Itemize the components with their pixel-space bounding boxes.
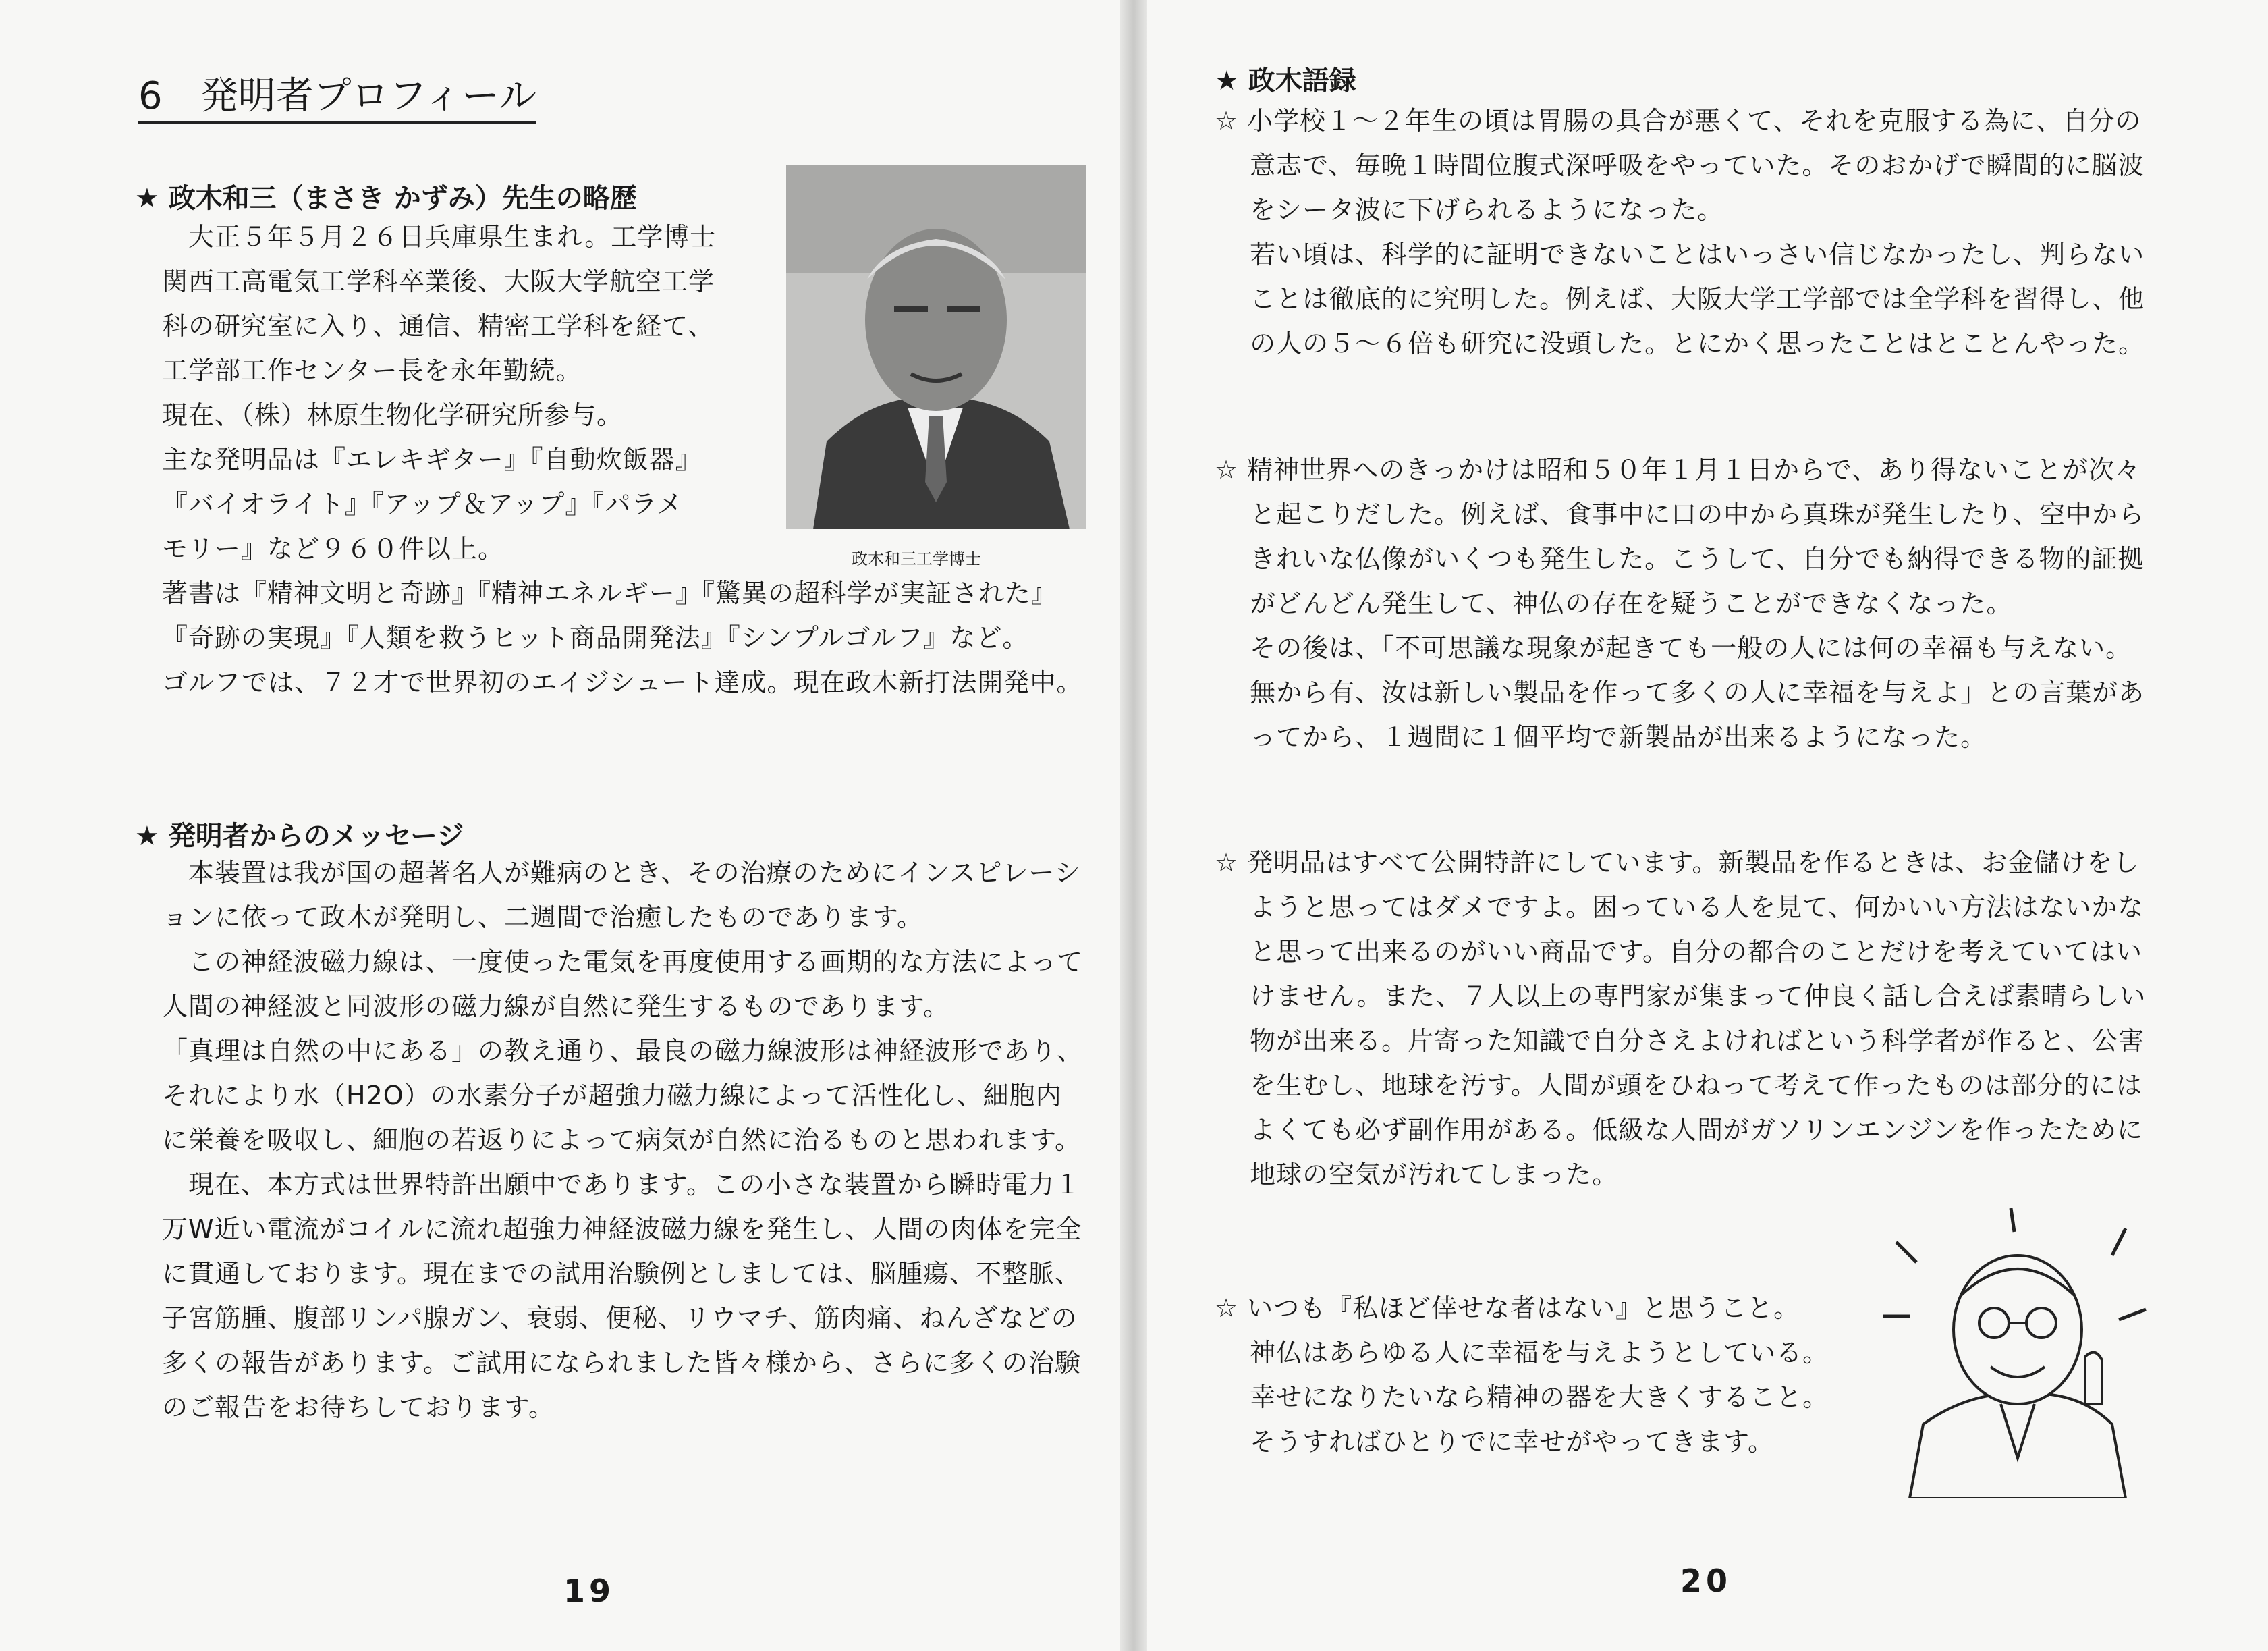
quote-line: ☆ 発明品はすべて公開特許にしています。新製品を作るときは、お金儲けをし — [1215, 848, 2140, 877]
message-line: 万W近い電流がコイルに流れ超強力神経波磁力線を発生し、人間の肉体を完全 — [162, 1214, 1082, 1244]
quote-line: その後は、「不可思議な現象が起きても一般の人には何の幸福も与えない。 — [1215, 633, 2132, 663]
message-line: に栄養を吸収し、細胞の若返りによって病気が自然に治るものと思われます。 — [162, 1125, 1081, 1155]
portrait-photo — [786, 165, 1086, 529]
message-line: 多くの報告があります。ご試用になられました皆々様から、さらに多くの治験 — [162, 1348, 1081, 1378]
section-title: 6 発明者プロフィール — [138, 66, 536, 124]
message-line: 現在、本方式は世界特許出願中であります。この小さな装置から瞬時電力１ — [162, 1170, 1081, 1199]
quote-line: ことは徹底的に究明した。例えば、大阪大学工学部では全学科を習得し、他 — [1215, 284, 2145, 314]
message-line: のご報告をお待ちしております。 — [162, 1392, 555, 1422]
quote-line: ってから、１週間に１個平均で新製品が出来るようになった。 — [1215, 722, 1987, 752]
quote-line: けません。また、７人以上の専門家が集まって仲良く話し合えば素晴らしい — [1215, 981, 2147, 1011]
message-line: この神経波磁力線は、一度使った電気を再度使用する画期的な方法によって — [162, 947, 1084, 977]
cartoon-thumbs-up-icon — [1869, 1201, 2166, 1498]
bio-line: ゴルフでは、７２才で世界初のエイジシュート達成。現在政木新打法開発中。 — [162, 668, 1083, 697]
quote-line: 無から有、汝は新しい製品を作って多くの人に幸福を与えよ」との言葉があ — [1215, 678, 2145, 707]
quote-line: ☆ 小学校１～２年生の頃は胃腸の具合が悪くて、それを克服する為に、自分の — [1215, 106, 2142, 136]
message-line: に貫通しております。現在までの試用治験例としましては、脳腫瘍、不整脈、 — [162, 1259, 1081, 1289]
quote-line: がどんどん発生して、神仏の存在を疑うことができなくなった。 — [1215, 589, 2013, 618]
bio-line: 『奇跡の実現』『人類を救うヒット商品開発法』『シンプルゴルフ』など。 — [162, 623, 1029, 653]
quote-line: そうすればひとりでに幸せがやってきます。 — [1215, 1427, 1775, 1457]
left-page — [0, 0, 1120, 1651]
bio-line: 科の研究室に入り、通信、精密工学科を経て、 — [162, 311, 715, 341]
bio-line: 工学部工作センター長を永年勤続。 — [162, 356, 582, 385]
right-page — [1147, 0, 2268, 1651]
quote-line: ☆ いつも『私ほど倖せな者はない』と思うこと。 — [1215, 1293, 1800, 1323]
message-line: 「真理は自然の中にある」の教え通り、最良の磁力線波形は神経波形であり、 — [162, 1036, 1084, 1066]
bio-line: 大正５年５月２６日兵庫県生まれ。工学博士 — [162, 222, 717, 252]
message-text — [162, 850, 1083, 1430]
message-line: それにより水（H2O）の水素分子が超強力磁力線によって活性化し、細胞内 — [162, 1081, 1062, 1110]
quote-line: をシータ波に下げられるようになった。 — [1215, 195, 1724, 225]
quote-line: の人の５～６倍も研究に没頭した。とにかく思ったことはとことんやった。 — [1215, 329, 2145, 358]
bio-heading: ★ 政木和三（まさき かずみ）先生の略歴 — [135, 183, 637, 214]
quote-line: 神仏はあらゆる人に幸福を与えようとしている。 — [1215, 1338, 1829, 1368]
quote-line: ようと思ってはダメですよ。困っている人を見て、何かいい方法はないかな — [1215, 892, 2145, 922]
quote-2 — [1215, 448, 2145, 759]
bio-line: 著書は『精神文明と奇跡』『精神エネルギー』『驚異の超科学が実証された』 — [162, 578, 1058, 608]
book-gutter — [1120, 0, 1147, 1651]
bio-line: 関西工高電気工学科卒業後、大阪大学航空工学 — [162, 267, 715, 296]
quote-line: よくても必ず副作用がある。低級な人間がガソリンエンジンを作ったために — [1215, 1115, 2144, 1145]
message-line: 本装置は我が国の超著名人が難病のとき、その治療のためにインスピレーシ — [162, 858, 1081, 888]
quote-line: 若い頃は、科学的に証明できないことはいっさい信じなかったし、判らない — [1215, 240, 2145, 269]
quote-line: 幸せになりたいなら精神の器を大きくすること。 — [1215, 1382, 1829, 1412]
quote-line: 地球の空気が汚れてしまった。 — [1215, 1160, 1619, 1189]
bio-line: モリー』など９６０件以上。 — [162, 534, 505, 564]
bio-line: 現在、（株）林原生物化学研究所参与。 — [162, 400, 624, 430]
page-number-left: 19 — [563, 1573, 615, 1609]
quote-line: 物が出来る。片寄った知識で自分さえよければという科学者が作ると、公害 — [1215, 1026, 2145, 1056]
quote-line: ☆ 精神世界へのきっかけは昭和５０年１月１日からで、あり得ないことが次々 — [1215, 455, 2142, 485]
message-heading: ★ 発明者からのメッセージ — [135, 821, 464, 852]
bio-line: 『バイオライト』『アップ＆アップ』『パラメ — [162, 489, 684, 519]
photo-caption: 政木和三工学博士 — [852, 549, 981, 568]
quote-3 — [1215, 840, 2146, 1197]
quotes-heading: ★ 政木語録 — [1215, 65, 1356, 97]
quote-line: と起こりだした。例えば、食事中に口の中から真珠が発生したり、空中から — [1215, 499, 2145, 529]
bio-line: 主な発明品は『エレキギター』『自動炊飯器』 — [162, 445, 702, 475]
page-number-right: 20 — [1680, 1563, 1732, 1599]
message-line: 子宮筋腫、腹部リンパ腺ガン、衰弱、便秘、リウマチ、筋肉痛、ねんざなどの — [162, 1303, 1078, 1333]
quote-line: 意志で、毎晩１時間位腹式深呼吸をやっていた。そのおかげで瞬間的に脳波 — [1215, 151, 2145, 180]
quote-line: きれいな仏像がいくつも発生した。こうして、自分でも納得できる物的証拠 — [1215, 544, 2145, 574]
message-line: 人間の神経波と同波形の磁力線が自然に発生するものであります。 — [162, 992, 949, 1021]
message-line: ョンに依って政木が発明し、二週間で治癒したものであります。 — [162, 902, 923, 932]
quote-line: と思って出来るのがいい商品です。自分の都合のことだけを考えていてはい — [1215, 937, 2143, 967]
quote-line: を生むし、地球を汚す。人間が頭をひねって考えて作ったものは部分的には — [1215, 1071, 2143, 1100]
quote-4 — [1215, 1286, 1829, 1464]
quote-1 — [1215, 99, 2145, 366]
